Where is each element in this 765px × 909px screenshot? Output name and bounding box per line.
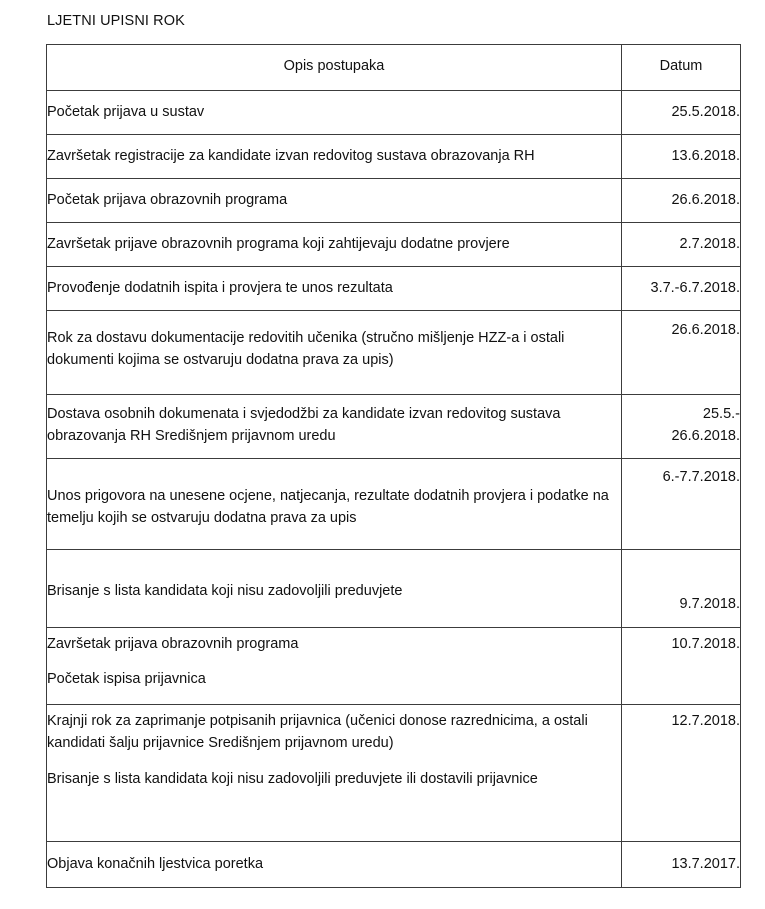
row-description xyxy=(47,311,622,395)
description-text: Završetak registracije za kandidate izvan redovitog sustava obrazovanja RH xyxy=(47,148,535,164)
row-date: 13.6.2018. xyxy=(622,135,741,179)
row-description xyxy=(47,705,622,842)
row-date xyxy=(622,395,741,459)
description-text: Završetak prijava obrazovnih programa xyxy=(47,636,299,652)
row-date: 25.5.2018. xyxy=(622,91,741,135)
column-header-date: Datum xyxy=(622,45,741,91)
table-row xyxy=(47,135,741,179)
row-description xyxy=(47,395,622,459)
row-description xyxy=(47,179,622,223)
row-date: 26.6.2018. xyxy=(622,311,741,395)
table-row xyxy=(47,842,741,888)
table-row xyxy=(47,705,741,842)
row-description xyxy=(47,550,622,628)
description-text: Završetak prijave obrazovnih programa koji zahtijevaju dodatne provjere xyxy=(47,236,510,252)
row-description xyxy=(47,91,622,135)
table-row xyxy=(47,459,741,550)
description-text: Objava konačnih ljestvica poretka xyxy=(47,856,264,872)
description-text: Brisanje s lista kandidata koji nisu zadovoljili preduvjete xyxy=(47,583,403,599)
table-row xyxy=(47,550,741,628)
row-date: 2.7.2018. xyxy=(622,223,741,267)
row-date: 9.7.2018. xyxy=(622,550,741,628)
table-row xyxy=(47,628,741,705)
date-line: 26.6.2018. xyxy=(671,428,740,444)
date-line: 25.5.- xyxy=(702,406,740,422)
table-row xyxy=(47,91,741,135)
row-description xyxy=(47,223,622,267)
row-date: 6.-7.7.2018. xyxy=(622,459,741,550)
description-text: Brisanje s lista kandidata koji nisu zadovoljili preduvjete ili dostavili prijavnice xyxy=(47,771,538,787)
row-description xyxy=(47,842,622,888)
table-row xyxy=(47,311,741,395)
table-row xyxy=(47,267,741,311)
row-date: 13.7.2017. xyxy=(622,842,741,888)
page-title: LJETNI UPISNI ROK xyxy=(47,13,185,29)
table-row xyxy=(47,223,741,267)
table-header-row xyxy=(47,45,741,91)
description-text: Početak prijava obrazovnih programa xyxy=(47,192,288,208)
description-text: Unos prigovora na unesene ocjene, natjecanja, rezultate dodatnih provjera i podatke na temelju kojih se ostvaruju dodatna prava za upis xyxy=(47,488,609,526)
row-date: 10.7.2018. xyxy=(622,628,741,705)
row-description xyxy=(47,628,622,705)
description-text: Provođenje dodatnih ispita i provjera te unos rezultata xyxy=(47,280,393,296)
row-description xyxy=(47,267,622,311)
enrollment-schedule-table xyxy=(46,44,741,888)
description-text: Početak prijava u sustav xyxy=(47,104,205,120)
table-row xyxy=(47,395,741,459)
table-row xyxy=(47,179,741,223)
row-date: 12.7.2018. xyxy=(622,705,741,842)
description-text: Rok za dostavu dokumentacije redovitih učenika (stručno mišljenje HZZ-a i ostali dokumenti kojima se ostvaruju dodatna prava za upis) xyxy=(47,330,565,368)
row-description xyxy=(47,459,622,550)
description-text: Krajnji rok za zaprimanje potpisanih prijavnica (učenici donose razrednicima, a ostali kandidati šalju prijavnice Središnjem prijavnom uredu) xyxy=(47,713,588,751)
description-text: Početak ispisa prijavnica xyxy=(47,671,206,687)
row-date: 26.6.2018. xyxy=(622,179,741,223)
description-text: Dostava osobnih dokumenata i svjedodžbi za kandidate izvan redovitog sustava obrazovanja RH Središnjem prijavnom uredu xyxy=(47,406,561,444)
row-date: 3.7.-6.7.2018. xyxy=(622,267,741,311)
row-description xyxy=(47,135,622,179)
column-header-description: Opis postupaka xyxy=(47,45,622,91)
